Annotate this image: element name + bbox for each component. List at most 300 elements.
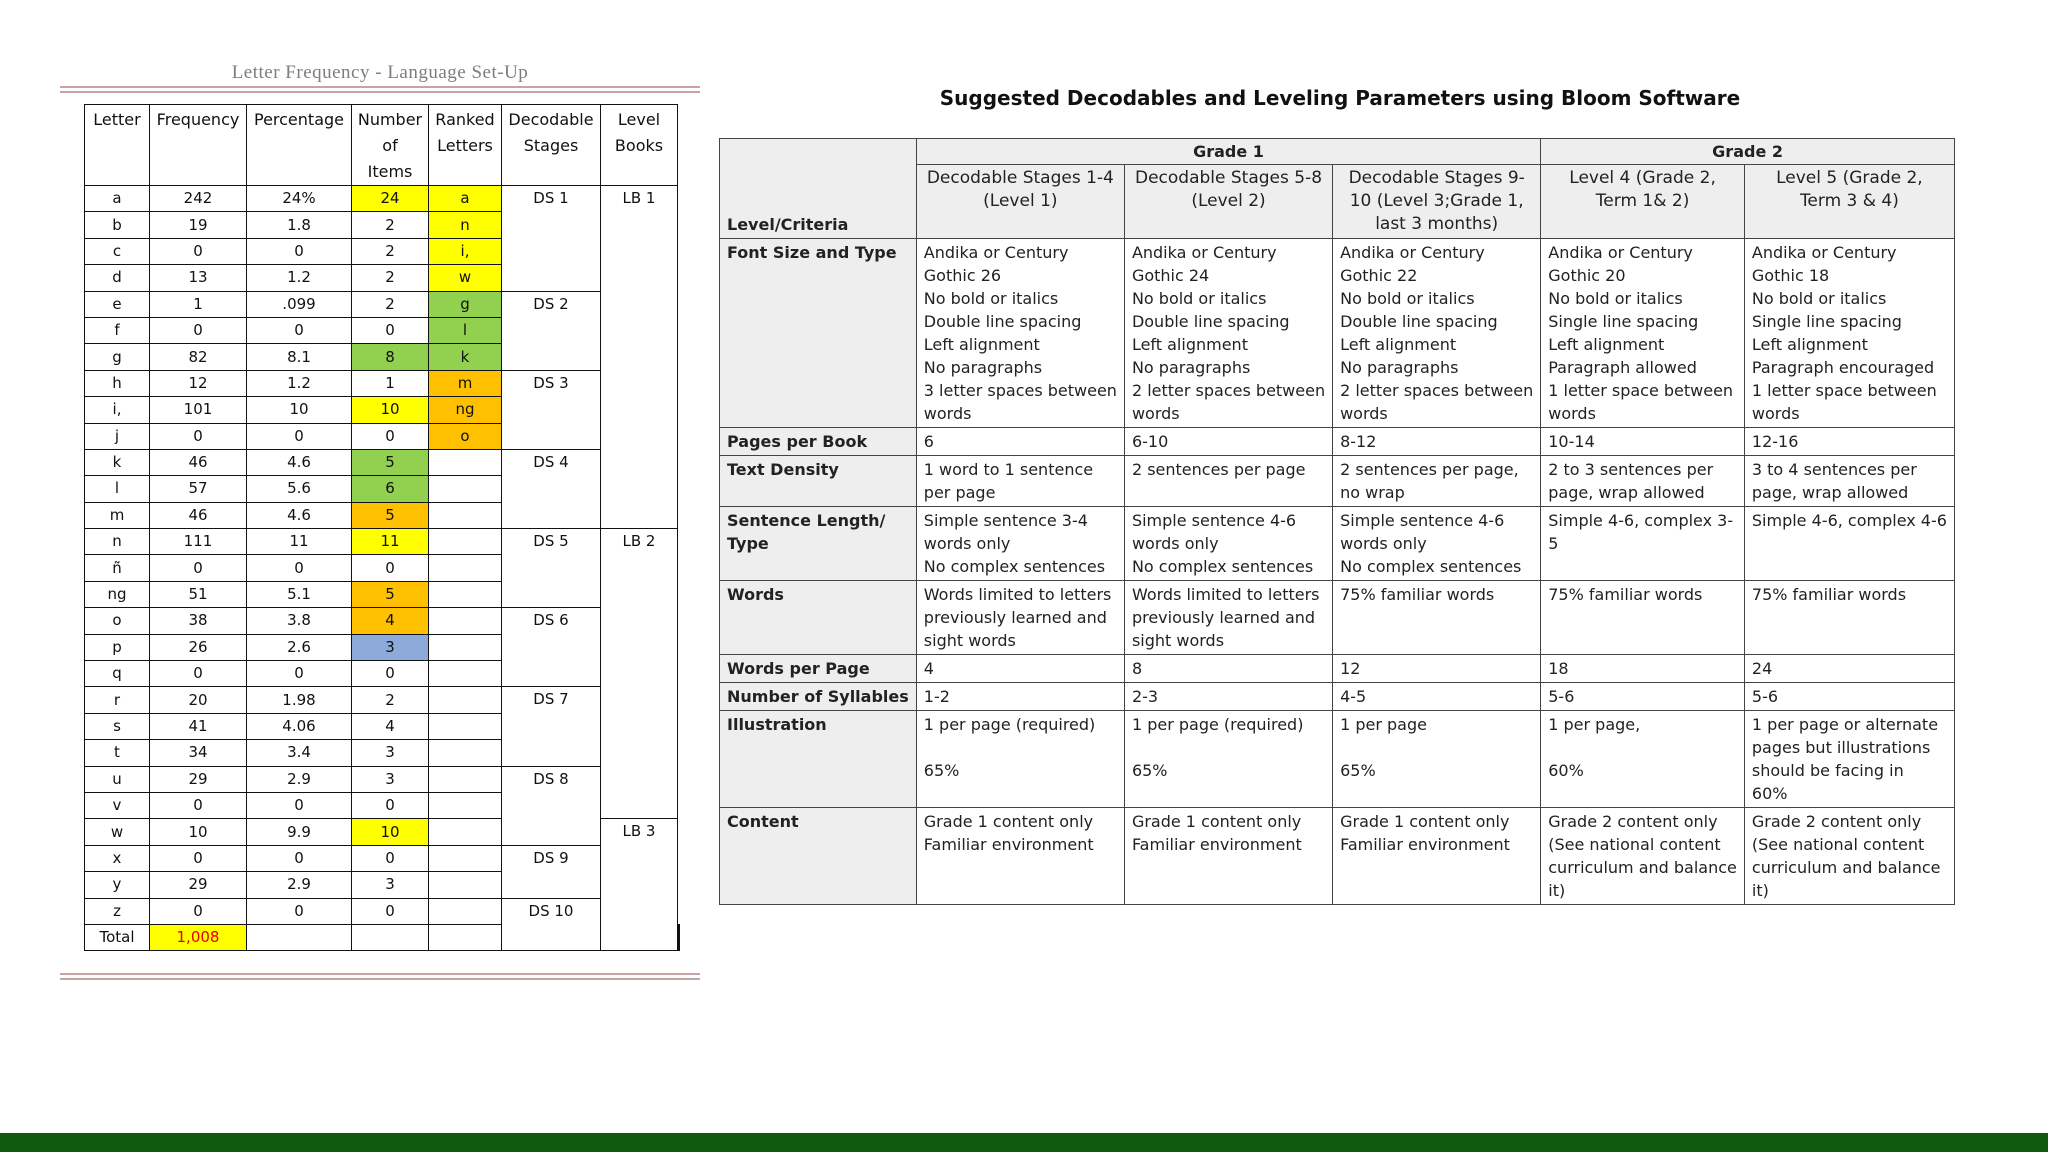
frequency-cell: 82	[150, 344, 247, 370]
percentage-cell: 9.9	[247, 819, 352, 845]
cell-line: 24	[1751, 659, 1773, 678]
percentage-cell: 4.06	[247, 713, 352, 739]
level-header	[1744, 165, 1954, 239]
criteria-value	[1744, 683, 1954, 711]
letter-cell: w	[85, 819, 150, 845]
criteria-row	[720, 655, 1955, 683]
cell-line: 6	[923, 432, 934, 451]
cell-line: Double line spacing	[1340, 312, 1498, 331]
frequency-cell: 0	[150, 238, 247, 264]
level-book-cell: LB 1	[601, 186, 678, 529]
letter-row	[85, 898, 680, 924]
cell-line: No bold or italics	[1548, 289, 1683, 308]
cell-line: words only	[923, 534, 1011, 553]
header-line: Percentage	[253, 110, 344, 129]
cell-line: sight words	[923, 631, 1016, 650]
items-cell: 4	[352, 713, 429, 739]
cell-line: 65%	[1131, 761, 1168, 780]
header-frequency	[150, 105, 247, 186]
criteria-label	[720, 456, 917, 507]
cell-line: No bold or italics	[1751, 289, 1887, 308]
letter-cell: d	[85, 265, 150, 291]
cell-line: sight words	[1131, 631, 1225, 650]
cell-line: per page	[923, 483, 996, 502]
cell-line: Simple 4-6, complex 3-	[1548, 511, 1734, 530]
header-letter	[85, 105, 150, 186]
frequency-cell: 57	[150, 476, 247, 502]
criteria-row	[720, 428, 1955, 456]
cell-line: Paragraph allowed	[1548, 358, 1697, 377]
cell-line: Gothic 20	[1548, 266, 1626, 285]
header-line: Books	[614, 136, 664, 155]
items-cell: 5	[352, 449, 429, 475]
ranked-letter-cell	[429, 872, 502, 898]
cell-line: 4-5	[1340, 687, 1367, 706]
ranked-letter-cell	[429, 898, 502, 924]
criteria-label	[720, 428, 917, 456]
criteria-label	[720, 239, 917, 428]
cell-line: Words limited to letters	[923, 585, 1112, 604]
percentage-cell: 1.2	[247, 265, 352, 291]
criteria-label	[720, 581, 917, 655]
percentage-cell: 1.2	[247, 370, 352, 396]
criteria-value	[916, 456, 1124, 507]
cell-line: 4	[923, 659, 934, 678]
criteria-label	[720, 711, 917, 808]
total-empty-cell	[247, 924, 352, 950]
items-cell: 3	[352, 740, 429, 766]
cell-line	[1132, 736, 1325, 759]
cell-line: Type	[727, 534, 769, 553]
percentage-cell: 0	[247, 661, 352, 687]
ranked-letter-cell: k	[429, 344, 502, 370]
decodables-title: Suggested Decodables and Leveling Parameters using Bloom Software	[939, 86, 1741, 110]
ranked-letter-cell: n	[429, 212, 502, 238]
decodable-stage-cell: DS 10	[502, 898, 601, 951]
cell-line: Decodable Stages 9-	[1348, 168, 1525, 188]
percentage-cell: 0	[247, 317, 352, 343]
letter-cell: b	[85, 212, 150, 238]
cell-line: Grade 2 content only	[1751, 812, 1922, 831]
header-line: Decodable	[508, 110, 594, 129]
criteria-label	[720, 507, 917, 581]
grade-row	[720, 139, 1955, 165]
items-cell: 2	[352, 291, 429, 317]
items-cell: 0	[352, 845, 429, 871]
cell-line: 12	[1340, 659, 1361, 678]
cell-line: Words per Page	[727, 659, 870, 678]
cell-line: Sentence Length/	[727, 511, 886, 530]
cell-line: No complex sentences	[1131, 557, 1314, 576]
criteria-value	[1541, 711, 1745, 808]
criteria-value	[916, 655, 1124, 683]
criteria-value	[1333, 456, 1541, 507]
criteria-value	[916, 507, 1124, 581]
cell-line: No complex sentences	[923, 557, 1106, 576]
letter-frequency-title: Letter Frequency - Language Set-Up	[231, 62, 529, 83]
cell-line: 75% familiar words	[1340, 585, 1495, 604]
percentage-cell: 3.4	[247, 740, 352, 766]
cell-line: Decodable Stages 5-8	[1134, 168, 1323, 188]
items-cell: 2	[352, 212, 429, 238]
cell-line: 1 per page	[1340, 715, 1427, 734]
percentage-cell: 2.6	[247, 634, 352, 660]
cell-line: Font Size and Type	[727, 243, 897, 262]
letter-cell: o	[85, 608, 150, 634]
criteria-value	[1744, 808, 1954, 905]
cell-line: 60%	[1548, 761, 1584, 780]
items-cell: 10	[352, 819, 429, 845]
criteria-value	[1541, 428, 1745, 456]
frequency-cell: 46	[150, 502, 247, 528]
cell-line: Level 5 (Grade 2,	[1776, 168, 1923, 188]
ranked-letter-cell	[429, 449, 502, 475]
letter-row	[85, 687, 680, 713]
cell-line: Level 4 (Grade 2,	[1569, 168, 1716, 188]
cell-line: last 3 months)	[1375, 214, 1499, 234]
items-cell: 4	[352, 608, 429, 634]
cell-line: Simple sentence 4-6	[1340, 511, 1505, 530]
level-header	[1541, 165, 1745, 239]
cell-line: words	[1548, 404, 1596, 423]
decodable-stage-cell: DS 9	[502, 845, 601, 898]
frequency-cell: 38	[150, 608, 247, 634]
cell-line	[924, 736, 1117, 759]
percentage-cell: 3.8	[247, 608, 352, 634]
cell-line: 2 sentences per page	[1131, 460, 1306, 479]
items-cell: 0	[352, 792, 429, 818]
letter-cell: a	[85, 186, 150, 212]
criteria-value	[1124, 711, 1332, 808]
ranked-letter-cell	[429, 634, 502, 660]
cell-line: 75% familiar words	[1548, 585, 1703, 604]
percentage-cell: 2.9	[247, 766, 352, 792]
criteria-value	[916, 683, 1124, 711]
letter-cell: h	[85, 370, 150, 396]
cell-line: Number of Syllables	[727, 687, 909, 706]
letter-cell: e	[85, 291, 150, 317]
header-line: Letters	[437, 136, 493, 155]
letter-cell: u	[85, 766, 150, 792]
criteria-value	[1541, 683, 1745, 711]
items-cell: 11	[352, 529, 429, 555]
header-line: Ranked	[435, 110, 495, 129]
frequency-cell: 29	[150, 766, 247, 792]
cell-line: 5	[1548, 534, 1559, 553]
items-cell: 2	[352, 265, 429, 291]
header-line: Items	[367, 162, 413, 181]
cell-line: 2 to 3 sentences per	[1548, 460, 1714, 479]
ranked-letter-cell	[429, 661, 502, 687]
cell-line: Pages per Book	[727, 432, 868, 451]
cell-line: Gothic 24	[1131, 266, 1210, 285]
cell-line: previously learned and	[923, 608, 1107, 627]
ranked-letter-cell	[429, 792, 502, 818]
total-value: 1,008	[150, 924, 247, 950]
letter-cell: n	[85, 529, 150, 555]
ranked-letter-cell: g	[429, 291, 502, 317]
frequency-cell: 51	[150, 581, 247, 607]
header-percentage	[247, 105, 352, 186]
level-header	[916, 165, 1124, 239]
items-cell: 6	[352, 476, 429, 502]
cell-line: Double line spacing	[923, 312, 1082, 331]
cell-line: 65%	[923, 761, 960, 780]
criteria-value	[1333, 808, 1541, 905]
total-empty-cell	[429, 924, 502, 950]
cell-line: Gothic 26	[923, 266, 1002, 285]
ranked-letter-cell	[429, 555, 502, 581]
cell-line: 10 (Level 3;Grade 1,	[1349, 191, 1524, 211]
letter-cell: t	[85, 740, 150, 766]
cell-line: 5-6	[1548, 687, 1575, 706]
percentage-cell: 1.98	[247, 687, 352, 713]
criteria-value	[1124, 507, 1332, 581]
criteria-row	[720, 581, 1955, 655]
criteria-row	[720, 711, 1955, 808]
cell-line: 60%	[1751, 784, 1788, 803]
letter-cell: i,	[85, 397, 150, 423]
cell-line: Left alignment	[1131, 335, 1248, 354]
cell-line: No paragraphs	[1340, 358, 1459, 377]
items-cell: 5	[352, 581, 429, 607]
frequency-cell: 0	[150, 555, 247, 581]
criteria-value	[1333, 428, 1541, 456]
header-level-books	[601, 105, 678, 186]
ranked-letter-cell	[429, 502, 502, 528]
criteria-value	[1124, 808, 1332, 905]
cell-line: curriculum and balance	[1548, 858, 1737, 877]
frequency-cell: 0	[150, 423, 247, 449]
criteria-value	[1541, 581, 1745, 655]
level-header	[1124, 165, 1332, 239]
ranked-letter-cell	[429, 608, 502, 634]
items-cell: 1	[352, 370, 429, 396]
cell-line: 1 letter space between	[1548, 381, 1734, 400]
frequency-cell: 29	[150, 872, 247, 898]
ranked-letter-cell: a	[429, 186, 502, 212]
grade1-header: Grade 1	[916, 139, 1540, 165]
criteria-row	[720, 507, 1955, 581]
cell-line: Single line spacing	[1548, 312, 1699, 331]
cell-line: Words limited to letters	[1131, 585, 1320, 604]
criteria-value	[916, 581, 1124, 655]
letter-row	[85, 608, 680, 634]
letter-row	[85, 291, 680, 317]
letter-cell: z	[85, 898, 150, 924]
items-cell: 0	[352, 555, 429, 581]
cell-line: 5-6	[1751, 687, 1779, 706]
letter-cell: ng	[85, 581, 150, 607]
cell-line: 8	[1131, 659, 1143, 678]
items-cell: 10	[352, 397, 429, 423]
letter-frequency-header-row	[85, 105, 680, 186]
decodable-stage-cell: DS 8	[502, 766, 601, 845]
letter-cell: g	[85, 344, 150, 370]
criteria-value	[1124, 655, 1332, 683]
frequency-cell: 0	[150, 845, 247, 871]
frequency-cell: 41	[150, 713, 247, 739]
cell-line: 1 per page (required)	[923, 715, 1096, 734]
criteria-row	[720, 239, 1955, 428]
cell-line: 2 sentences per page,	[1340, 460, 1519, 479]
cell-line	[1340, 736, 1533, 759]
criteria-label	[720, 808, 917, 905]
ranked-letter-cell	[429, 713, 502, 739]
criteria-value	[1744, 507, 1954, 581]
cell-line: Illustration	[727, 715, 827, 734]
cell-line: 1 per page,	[1548, 715, 1641, 734]
cell-line: Grade 2 content only	[1548, 812, 1718, 831]
items-cell: 8	[352, 344, 429, 370]
criteria-value	[1333, 711, 1541, 808]
ranked-letter-cell: ng	[429, 397, 502, 423]
cell-line	[1548, 736, 1737, 759]
criteria-value	[1541, 507, 1745, 581]
criteria-value	[1124, 428, 1332, 456]
frequency-cell: 34	[150, 740, 247, 766]
title-rule-bottom	[60, 973, 700, 980]
cell-line: Left alignment	[1548, 335, 1665, 354]
cell-line: pages but illustrations	[1751, 738, 1931, 757]
letter-row	[85, 186, 680, 212]
letter-cell: k	[85, 449, 150, 475]
frequency-cell: 12	[150, 370, 247, 396]
cell-line: (See national content	[1751, 835, 1925, 854]
ranked-letter-cell	[429, 740, 502, 766]
ranked-letter-cell	[429, 845, 502, 871]
items-cell: 3	[352, 766, 429, 792]
percentage-cell: 0	[247, 238, 352, 264]
cell-line: Double line spacing	[1131, 312, 1290, 331]
ranked-letter-cell	[429, 476, 502, 502]
header-number-of-items	[352, 105, 429, 186]
decodable-stage-cell: DS 7	[502, 687, 601, 766]
letter-cell: v	[85, 792, 150, 818]
cell-line: Andika or Century	[1340, 243, 1485, 262]
frequency-cell: 1	[150, 291, 247, 317]
cell-line: Simple sentence 3-4	[923, 511, 1088, 530]
criteria-row	[720, 456, 1955, 507]
cell-line: Familiar environment	[1131, 835, 1302, 854]
cell-line: Simple 4-6, complex 4-6	[1751, 511, 1947, 530]
cell-line: 2-3	[1131, 687, 1159, 706]
cell-line: Andika or Century	[923, 243, 1069, 262]
cell-line: no wrap	[1340, 483, 1405, 502]
items-cell: 5	[352, 502, 429, 528]
frequency-cell: 111	[150, 529, 247, 555]
cell-line: Paragraph encouraged	[1751, 358, 1935, 377]
percentage-cell: 2.9	[247, 872, 352, 898]
ranked-letter-cell	[429, 529, 502, 555]
cell-line: words	[1131, 404, 1180, 423]
percentage-cell: 5.1	[247, 581, 352, 607]
ranked-letter-cell: l	[429, 317, 502, 343]
percentage-cell: 24%	[247, 186, 352, 212]
cell-line: Decodable Stages 1-4	[926, 168, 1114, 188]
total-empty-cell	[352, 924, 429, 950]
ranked-letter-cell	[429, 687, 502, 713]
cell-line: it)	[1751, 881, 1769, 900]
level-book-cell: LB 3	[601, 819, 678, 951]
ranked-letter-cell	[429, 819, 502, 845]
cell-line: 12-16	[1751, 432, 1799, 451]
cell-line: it)	[1548, 881, 1566, 900]
ranked-letter-cell: w	[429, 265, 502, 291]
criteria-value	[916, 239, 1124, 428]
cell-line: No bold or italics	[923, 289, 1059, 308]
header-line: Letter	[93, 110, 141, 129]
cell-line: Grade 1 content only	[1340, 812, 1510, 831]
cell-line: 1 per page (required)	[1131, 715, 1304, 734]
criteria-value	[1333, 507, 1541, 581]
cell-line: Content	[727, 812, 799, 831]
level-book-cell: LB 2	[601, 529, 678, 819]
criteria-value	[1333, 655, 1541, 683]
criteria-value	[1333, 581, 1541, 655]
cell-line: words only	[1131, 534, 1219, 553]
cell-line: 18	[1548, 659, 1569, 678]
cell-line: (Level 2)	[1191, 191, 1266, 211]
letter-row	[85, 370, 680, 396]
percentage-cell: 4.6	[247, 449, 352, 475]
criteria-row	[720, 808, 1955, 905]
cell-line: curriculum and balance	[1751, 858, 1941, 877]
cell-line: Term 3 & 4)	[1799, 191, 1899, 211]
ranked-letter-cell: i,	[429, 238, 502, 264]
leveling-parameters-table	[719, 138, 1955, 905]
decodable-stage-cell: DS 6	[502, 608, 601, 687]
items-cell: 2	[352, 238, 429, 264]
criteria-value	[1333, 683, 1541, 711]
cell-line: Term 1& 2)	[1595, 191, 1690, 211]
cell-line: 10-14	[1548, 432, 1595, 451]
cell-line: 2 letter spaces between	[1340, 381, 1534, 400]
percentage-cell: .099	[247, 291, 352, 317]
frequency-cell: 0	[150, 661, 247, 687]
letter-cell: c	[85, 238, 150, 264]
header-line: Number	[357, 110, 423, 129]
frequency-cell: 101	[150, 397, 247, 423]
cell-line: Left alignment	[923, 335, 1040, 354]
frequency-cell: 0	[150, 317, 247, 343]
cell-line: 3 to 4 sentences per	[1751, 460, 1917, 479]
items-cell: 3	[352, 872, 429, 898]
cell-line: No bold or italics	[1131, 289, 1267, 308]
cell-line: Gothic 22	[1340, 266, 1418, 285]
letter-row	[85, 766, 680, 792]
letter-cell: r	[85, 687, 150, 713]
criteria-value	[1124, 581, 1332, 655]
cell-line: Familiar environment	[923, 835, 1094, 854]
percentage-cell: 1.8	[247, 212, 352, 238]
criteria-value	[916, 428, 1124, 456]
cell-line: words	[1340, 404, 1388, 423]
criteria-value	[916, 808, 1124, 905]
cell-line: 1 word to 1 sentence	[923, 460, 1094, 479]
cell-line: No complex sentences	[1340, 557, 1522, 576]
cell-line: Familiar environment	[1340, 835, 1510, 854]
title-rule-top	[60, 86, 700, 93]
criteria-value	[1541, 239, 1745, 428]
header-ranked-letters	[429, 105, 502, 186]
letter-cell: p	[85, 634, 150, 660]
cell-line: 2 letter spaces between	[1131, 381, 1326, 400]
criteria-value	[1124, 239, 1332, 428]
cell-line: Text Density	[727, 460, 839, 479]
total-label: Total	[85, 924, 150, 950]
cell-line: 65%	[1340, 761, 1376, 780]
